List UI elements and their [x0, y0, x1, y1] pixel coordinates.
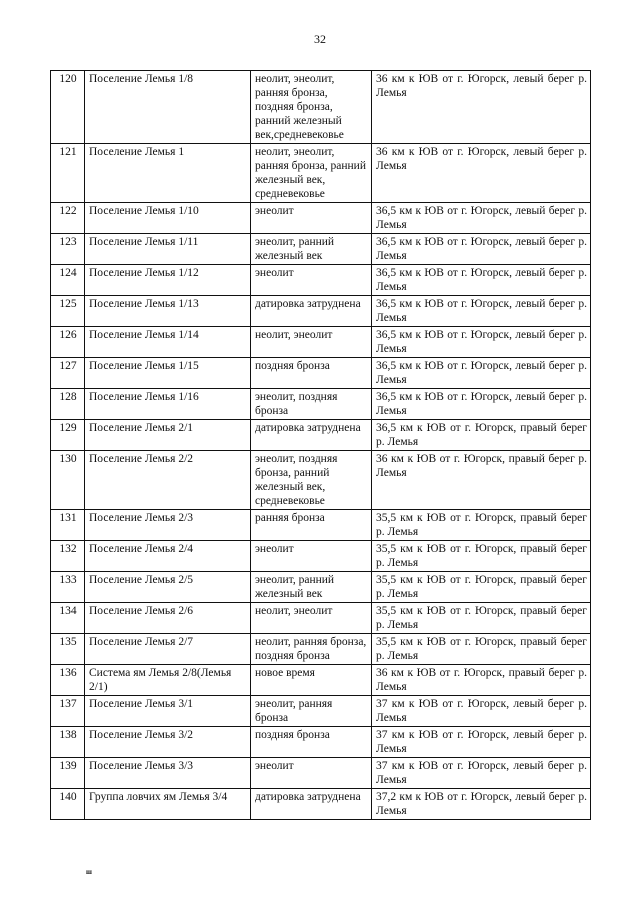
site-period: датировка затруднена: [251, 420, 372, 451]
site-name: Поселение Лемья 1/16: [85, 389, 251, 420]
site-period: энеолит, ранний железный век: [251, 234, 372, 265]
table-row: [51, 758, 591, 789]
site-period: датировка затруднена: [251, 789, 372, 820]
site-period: энеолит, ранняя бронза: [251, 696, 372, 727]
site-name: Группа ловчих ям Лемья 3/4: [85, 789, 251, 820]
site-location: 36,5 км к ЮВ от г. Югорск, левый берег р. Лемья: [372, 265, 591, 296]
site-name: Поселение Лемья 1/13: [85, 296, 251, 327]
table-row: [51, 603, 591, 634]
site-name: Поселение Лемья 3/3: [85, 758, 251, 789]
site-period: энеолит, ранний железный век: [251, 572, 372, 603]
site-name: Поселение Лемья 3/1: [85, 696, 251, 727]
site-location: 35,5 км к ЮВ от г. Югорск, правый берег р. Лемья: [372, 541, 591, 572]
site-name: Поселение Лемья 2/4: [85, 541, 251, 572]
site-location: 36 км к ЮВ от г. Югорск, правый берег р. Лемья: [372, 665, 591, 696]
site-period: ранняя бронза: [251, 510, 372, 541]
site-period: энеолит, поздняя бронза: [251, 389, 372, 420]
site-location: 35,5 км к ЮВ от г. Югорск, правый берег р. Лемья: [372, 510, 591, 541]
site-number: 136: [51, 665, 85, 696]
site-name: Поселение Лемья 2/1: [85, 420, 251, 451]
site-period: неолит, энеолит: [251, 327, 372, 358]
site-number: 129: [51, 420, 85, 451]
site-location: 36,5 км к ЮВ от г. Югорск, левый берег р. Лемья: [372, 389, 591, 420]
site-number: 124: [51, 265, 85, 296]
table-row: [51, 665, 591, 696]
site-period: датировка затруднена: [251, 296, 372, 327]
site-location: 37 км к ЮВ от г. Югорск, левый берег р. Лемья: [372, 696, 591, 727]
table-row: [51, 572, 591, 603]
page-number: 32: [314, 32, 326, 46]
site-number: 138: [51, 727, 85, 758]
site-number: 130: [51, 451, 85, 510]
site-location: 35,5 км к ЮВ от г. Югорск, правый берег р. Лемья: [372, 634, 591, 665]
site-location: 36,5 км к ЮВ от г. Югорск, левый берег р. Лемья: [372, 358, 591, 389]
table-row: [51, 541, 591, 572]
site-name: Поселение Лемья 1: [85, 144, 251, 203]
table-body: [51, 71, 591, 820]
site-location: 37 км к ЮВ от г. Югорск, левый берег р. Лемья: [372, 758, 591, 789]
site-number: 134: [51, 603, 85, 634]
site-name: Поселение Лемья 2/2: [85, 451, 251, 510]
site-number: 135: [51, 634, 85, 665]
site-location: 36,5 км к ЮВ от г. Югорск, левый берег р. Лемья: [372, 234, 591, 265]
table-row: [51, 265, 591, 296]
site-location: 36 км к ЮВ от г. Югорск, левый берег р. Лемья: [372, 144, 591, 203]
site-period: энеолит: [251, 203, 372, 234]
site-period: энеолит: [251, 265, 372, 296]
site-location: 36,5 км к ЮВ от г. Югорск, левый берег р. Лемья: [372, 203, 591, 234]
table-row: [51, 358, 591, 389]
site-period: энеолит: [251, 758, 372, 789]
site-location: 36 км к ЮВ от г. Югорск, левый берег р. Лемья: [372, 71, 591, 144]
site-period: неолит, ранняя бронза, поздняя бронза: [251, 634, 372, 665]
table-row: [51, 71, 591, 144]
footer-mark: ш: [86, 868, 92, 876]
site-number: 140: [51, 789, 85, 820]
site-name: Поселение Лемья 1/10: [85, 203, 251, 234]
table-row: [51, 727, 591, 758]
table-row: [51, 296, 591, 327]
site-location: 36,5 км к ЮВ от г. Югорск, левый берег р. Лемья: [372, 296, 591, 327]
table-row: [51, 144, 591, 203]
table-row: [51, 327, 591, 358]
site-name: Поселение Лемья 2/3: [85, 510, 251, 541]
site-name: Поселение Лемья 1/12: [85, 265, 251, 296]
site-number: 131: [51, 510, 85, 541]
table-row: [51, 420, 591, 451]
heritage-sites-table: [50, 70, 591, 820]
site-location: 36 км к ЮВ от г. Югорск, правый берег р. Лемья: [372, 451, 591, 510]
site-number: 133: [51, 572, 85, 603]
site-name: Система ям Лемья 2/8(Лемья 2/1): [85, 665, 251, 696]
site-number: 137: [51, 696, 85, 727]
site-name: Поселение Лемья 1/15: [85, 358, 251, 389]
site-number: 123: [51, 234, 85, 265]
table-row: [51, 389, 591, 420]
site-name: Поселение Лемья 2/6: [85, 603, 251, 634]
site-name: Поселение Лемья 2/7: [85, 634, 251, 665]
table-row: [51, 203, 591, 234]
site-location: 35,5 км к ЮВ от г. Югорск, правый берег р. Лемья: [372, 603, 591, 634]
site-period: неолит, энеолит, ранняя бронза, ранний железный век, средневековье: [251, 144, 372, 203]
site-number: 128: [51, 389, 85, 420]
site-period: неолит, энеолит, ранняя бронза, поздняя бронза, ранний железный век,средневековье: [251, 71, 372, 144]
site-number: 127: [51, 358, 85, 389]
site-location: 36,5 км к ЮВ от г. Югорск, правый берег р. Лемья: [372, 420, 591, 451]
site-number: 121: [51, 144, 85, 203]
site-period: энеолит, поздняя бронза, ранний железный век, средневековье: [251, 451, 372, 510]
site-period: поздняя бронза: [251, 358, 372, 389]
site-period: энеолит: [251, 541, 372, 572]
site-number: 122: [51, 203, 85, 234]
table-row: [51, 789, 591, 820]
site-name: Поселение Лемья 1/8: [85, 71, 251, 144]
site-period: поздняя бронза: [251, 727, 372, 758]
table-row: [51, 451, 591, 510]
site-number: 120: [51, 71, 85, 144]
site-location: 35,5 км к ЮВ от г. Югорск, правый берег р. Лемья: [372, 572, 591, 603]
site-location: 36,5 км к ЮВ от г. Югорск, левый берег р. Лемья: [372, 327, 591, 358]
site-location: 37 км к ЮВ от г. Югорск, левый берег р. Лемья: [372, 727, 591, 758]
site-name: Поселение Лемья 3/2: [85, 727, 251, 758]
site-name: Поселение Лемья 1/11: [85, 234, 251, 265]
table-row: [51, 234, 591, 265]
site-number: 126: [51, 327, 85, 358]
table-row: [51, 696, 591, 727]
site-name: Поселение Лемья 1/14: [85, 327, 251, 358]
site-period: неолит, энеолит: [251, 603, 372, 634]
site-number: 139: [51, 758, 85, 789]
site-period: новое время: [251, 665, 372, 696]
site-name: Поселение Лемья 2/5: [85, 572, 251, 603]
site-number: 132: [51, 541, 85, 572]
table-row: [51, 510, 591, 541]
site-location: 37,2 км к ЮВ от г. Югорск, левый берег р. Лемья: [372, 789, 591, 820]
table-row: [51, 634, 591, 665]
site-number: 125: [51, 296, 85, 327]
